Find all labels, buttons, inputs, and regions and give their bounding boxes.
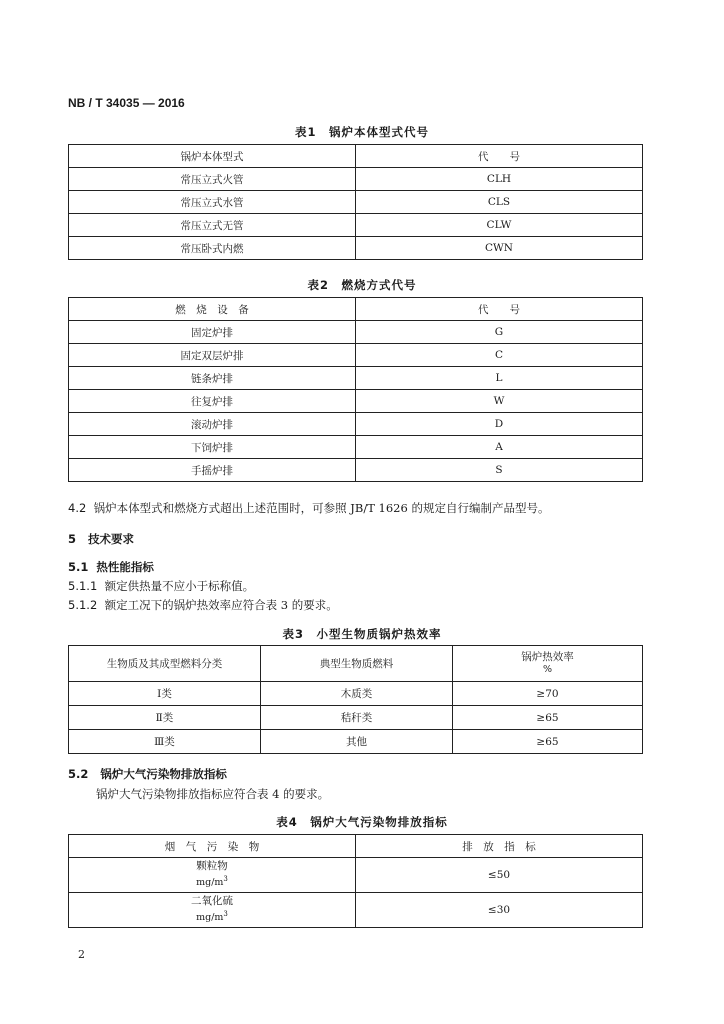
table-cell: 其他	[261, 730, 453, 754]
table-cell: 下饲炉排	[69, 436, 356, 459]
table-cell: Ⅱ类	[69, 706, 261, 730]
table3-caption: 表3 小型生物质锅炉热效率	[282, 627, 442, 641]
table-row	[69, 436, 643, 459]
table-row	[69, 321, 643, 344]
table-row	[69, 168, 643, 191]
table-cell: C	[356, 344, 643, 367]
table-cell: CLS	[356, 191, 643, 214]
section-number: 5.2	[68, 767, 89, 781]
pollutant-unit: $mg/m^3$	[196, 875, 228, 889]
section-5-2-heading	[68, 766, 227, 782]
table-cell: 往复炉排	[69, 390, 356, 413]
section-number: 5.1.1	[68, 579, 98, 593]
table-cell: ≤50	[356, 858, 643, 893]
table4	[68, 834, 643, 928]
table-row	[69, 344, 643, 367]
table2-caption: 表2 燃烧方式代号	[307, 278, 417, 292]
table-cell: 秸秆类	[261, 706, 453, 730]
table4-caption: 表4 锅炉大气污染物排放指标	[276, 815, 448, 829]
table-cell	[69, 858, 356, 893]
table-cell: ≥65	[453, 706, 643, 730]
table-row	[69, 459, 643, 482]
table-row	[69, 706, 643, 730]
table-cell: G	[356, 321, 643, 344]
section-title: 技术要求	[88, 532, 135, 546]
section-title: 热性能指标	[96, 560, 154, 574]
header-cell: 烟 气 污 染 物	[69, 835, 356, 858]
header-cell: 生物质及其成型燃料分类	[69, 646, 261, 682]
table-cell: 木质类	[261, 682, 453, 706]
table-cell: S	[356, 459, 643, 482]
table-cell: CLH	[356, 168, 643, 191]
table-header-row	[69, 145, 643, 168]
section-number: 5	[68, 532, 77, 546]
section-text: 额定工况下的锅炉热效率应符合表 3 的要求。	[104, 598, 338, 612]
section-4-2	[68, 500, 549, 516]
table-row	[69, 390, 643, 413]
table-cell: A	[356, 436, 643, 459]
table-row	[69, 237, 643, 260]
table-row	[69, 191, 643, 214]
table-cell: 滚动炉排	[69, 413, 356, 436]
table1	[68, 144, 643, 260]
table-cell: Ⅲ类	[69, 730, 261, 754]
table-cell: Ⅰ类	[69, 682, 261, 706]
section-number: 5.1.2	[68, 598, 98, 612]
table-cell: 常压立式火管	[69, 168, 356, 191]
table-cell: L	[356, 367, 643, 390]
table3	[68, 645, 643, 754]
header-label: 锅炉热效率	[521, 651, 574, 663]
table-cell: CLW	[356, 214, 643, 237]
section-5-heading	[68, 531, 134, 547]
table-cell: 常压卧式内燃	[69, 237, 356, 260]
header-cell: 燃 烧 设 备	[69, 298, 356, 321]
table-cell: 固定双层炉排	[69, 344, 356, 367]
table-row	[69, 893, 643, 928]
table-cell: 常压立式水管	[69, 191, 356, 214]
table-cell: ≥65	[453, 730, 643, 754]
table1-caption: 表1 锅炉本体型式代号	[294, 125, 429, 139]
section-5-1-heading	[68, 559, 154, 575]
table-cell: 固定炉排	[69, 321, 356, 344]
table-row	[69, 367, 643, 390]
table-row	[69, 413, 643, 436]
table-row	[69, 682, 643, 706]
section-title: 锅炉大气污染物排放指标	[100, 767, 227, 781]
table-cell: 常压立式无管	[69, 214, 356, 237]
page-number: 2	[78, 948, 85, 961]
pollutant-unit: $mg/m^3$	[196, 910, 228, 924]
table-cell: ≥70	[453, 682, 643, 706]
section-text: 额定供热量不应小于标称值。	[104, 579, 255, 593]
section-number: 4.2	[68, 501, 87, 515]
table-header-row	[69, 298, 643, 321]
header-cell: 代 号	[356, 298, 643, 321]
header-cell: 锅炉本体型式	[69, 145, 356, 168]
table-row	[69, 214, 643, 237]
header-cell	[453, 646, 643, 682]
table-cell	[69, 893, 356, 928]
section-5-1-2	[68, 597, 338, 613]
table-row	[69, 858, 643, 893]
table-row	[69, 730, 643, 754]
section-5-1-1	[68, 578, 254, 594]
header-cell: 典型生物质燃料	[261, 646, 453, 682]
header-cell: 代 号	[356, 145, 643, 168]
pollutant-name: 二氧化硫	[191, 895, 233, 908]
table-cell: D	[356, 413, 643, 436]
table-cell: W	[356, 390, 643, 413]
pollutant-name: 颗粒物	[196, 860, 228, 873]
section-5-2-text: 锅炉大气污染物排放指标应符合表 4 的要求。	[96, 787, 330, 801]
table-cell: CWN	[356, 237, 643, 260]
table-cell: 手摇炉排	[69, 459, 356, 482]
table-cell: ≤30	[356, 893, 643, 928]
table-cell: 链条炉排	[69, 367, 356, 390]
section-number: 5.1	[68, 560, 89, 574]
header-unit: %	[542, 664, 553, 675]
table-header-row	[69, 646, 643, 682]
standard-code: NB / T 34035 — 2016	[68, 96, 185, 110]
section-text: 锅炉本体型式和燃烧方式超出上述范围时，可参照 JB/T 1626 的规定自行编制产品型号。	[93, 501, 550, 515]
table2	[68, 297, 643, 482]
header-cell: 排 放 指 标	[356, 835, 643, 858]
table-header-row	[69, 835, 643, 858]
